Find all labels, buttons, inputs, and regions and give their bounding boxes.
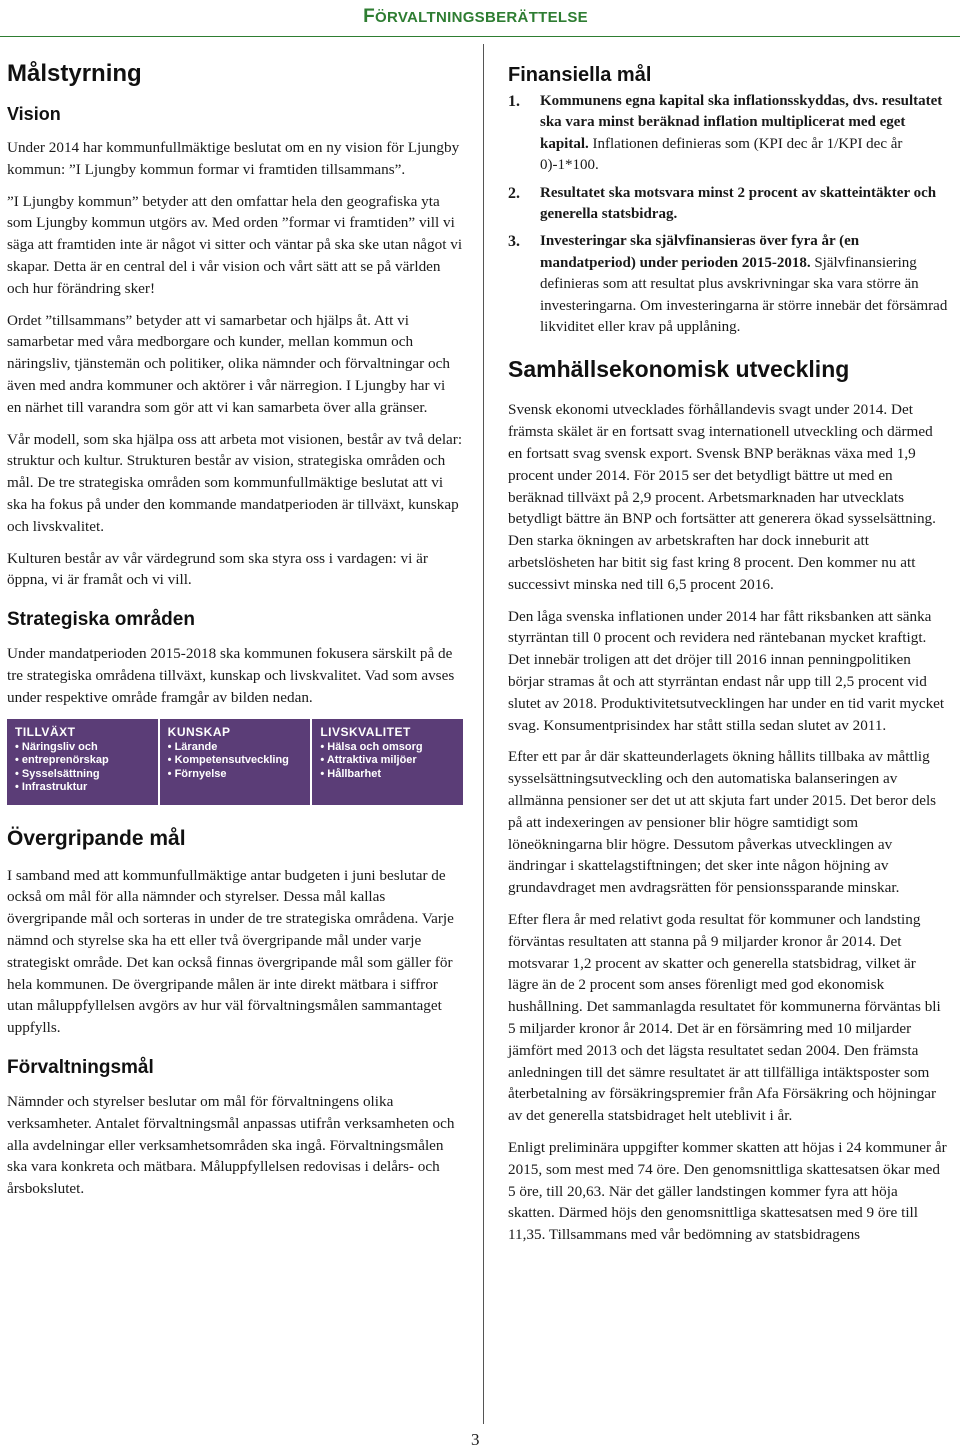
strategic-heading: Strategiska områden [7, 609, 195, 631]
financial-goals-list [508, 91, 948, 338]
header-rule [0, 36, 960, 37]
economy-paragraph-5: Enligt preliminära uppgifter kommer skatten att höjas i 24 kommuner år 2015, som mest med 74 öre. Den genomsnittliga skattesatsen ökar med 5 öre, till 20,63. När det gäller landstingen kommer fyra att höja skatten. Därmed höjs den genomsnittliga skattesatsen med 9 öre till 11,35. Tillsammans med vår bedömning av statsbidragens [508, 1138, 947, 1244]
banner-item: • Hälsa och omsorg [320, 740, 423, 753]
strategic-paragraph: Under mandatperioden 2015-2018 ska kommunen fokusera särskilt på de tre strategiska områdena tillväxt, kunskap och livskvalitet. Vad som avses under respektive område framgår av bilden nedan. [7, 645, 455, 706]
banner-growth [7, 719, 160, 805]
vision-paragraph-5: Kulturen består av vår värdegrund som ska styra oss i vardagen: vi är öppna, vi är framåt och vi vill. [7, 549, 428, 589]
goal-bold-text: Kommunens egna kapital ska inflationsskyddas, dvs. resultatet ska vara minst beräknad inflation multiplicerat med eget kapital. [540, 93, 943, 152]
economy-paragraph-3: Efter ett par år där skatteunderlagets ökning hållits tillbaka av måttlig sysselsättningsutveckling och den automatiska balanseringen av allmänna pensioner ser det ut att skjuta fart under 2015. Det beror dels på att indexeringen av pensioner blir högre samtidigt som löneökningarna blir högre. Dessutom påverkas utvecklingen av ändringar i skattelagstiftningen; det sker inte någon höjning av grundavdraget men avdragsrätten för pensionssparande minskar. [508, 748, 937, 897]
goal-text: Självfinansiering definieras som att resultat plus avskrivningar ska vara större än investeringarna. Om investeringarna är större innebär det försämrad likviditet eller krav på upplåning. [540, 254, 948, 336]
goal-text: Inflationen definieras som (KPI dec år 1/KPI dec år 0)-1*100. [540, 135, 903, 174]
banner-item: • Lärande [167, 740, 218, 753]
economy-paragraph-4: Efter flera år med relativt goda resultat för kommuner och landsting förväntas resultaten att stanna på 9 miljarder kronor år 2014. Det motsvarar 1,2 procent av skatter och generella statsbidrag, vilket är lägre än de 2 procent som anses förenligt med god ekonomisk hushållning. Det sammanlagda resultatet för kommunerna förväntas bli 5 miljarder kronor år 2014. Det är en försämring med 10 miljarder jämfört med 2013 och det lägsta resultatet sedan 2004. Den främsta anledningen till det sämre resultatet är att tillfälliga intäktsposter som återbetalning av försäkringspremier från Afa Försäkring och höjningar av det generella statsbidraget helt uteblivit i år. [508, 911, 941, 1125]
section-title-initial: F [363, 6, 376, 27]
section-title [363, 6, 588, 28]
vision-paragraph-2: ”I Ljungby kommun” betyder att den omfattar hela den geografiska yta som Ljungby kommun utgörs av. Med orden ”formar vi framtiden” vill vi säga att framtiden inte är något vi sitter och väntar på ska ske utan något vi skapar. Detta är en central del i vår vision och vårt sätt att se på världen och hur förändring sker! [7, 192, 463, 297]
economy-paragraph-1b: Den starka ökningen av arbetskraften har dock inneburit att arbetslösheten har bitit sig fast kring 8 procent. Den kommer nu att successivt minska ned till 6,5 procent 2016. [508, 532, 916, 593]
banner-item: • Attraktiva miljöer [320, 754, 417, 767]
banner-item: • Kompetensutveckling [167, 754, 289, 767]
banner-item: • Förnyelse [167, 767, 227, 780]
left-column [7, 54, 463, 1210]
financial-goals-heading: Finansiella mål [508, 64, 652, 86]
goal-bold-text: Resultatet ska motsvara minst 2 procent av skatteintäkter och generella statsbidrag. [540, 184, 937, 223]
banner-item: • Sysselsättning [15, 767, 100, 780]
banner-item: • Hållbarhet [320, 767, 382, 780]
admin-goals-heading: Förvaltningsmål [7, 1056, 154, 1078]
goal-bold-text: Investeringar ska självfinansieras över fyra år (en mandatperiod) under perioden 2015-2018. [540, 233, 860, 271]
vision-paragraph-1: Under 2014 har kommunfullmäktige beslutat om en ny vision för Ljungby kommun: ”I Ljungby kommun formar vi framtiden tillsammans”. [7, 139, 460, 178]
overall-goals-paragraph: I samband med att kommunfullmäktige antar budgeten i juni beslutar de också om mål för alla nämnder och styrelser. Dessa mål kallas övergripande mål och sorteras in under de tre strategiska områdena. Varje nämnd och styrelse ska ha ett eller två övergripande mål under varje strategiskt område. Det kan också finnas övergripande mål som gäller för hela kommunen. De övergripande målen är inte direkt mätbara i siffror utan måluppfyllelsen avgörs av hur väl förvaltningsmålen sammantaget uppfylls. [7, 866, 454, 1037]
banner-item: • entreprenörskap [15, 754, 109, 767]
goal-item [508, 91, 948, 177]
page-heading: Målstyrning [7, 60, 142, 87]
goal-item [508, 231, 948, 338]
page-header [0, 0, 960, 36]
right-column [508, 54, 948, 1256]
economy-heading: Samhällsekonomisk utveckling [508, 356, 850, 383]
banner-quality-title: LIVSKVALITET [320, 724, 411, 739]
banner-item: • Näringsliv och [15, 740, 98, 753]
admin-goals-paragraph: Nämnder och styrelser beslutar om mål för förvaltningens olika verksamheter. Antalet förvaltningsmål anpassas utifrån verksamheten och alla avdelningar eller verksamhetsområden ska ingå. Förvaltningsmålen ska vara konkreta och mätbara. Måluppfyllelsen redovisas i delårs- och årsbokslutet. [7, 1092, 455, 1198]
column-divider [483, 44, 484, 1424]
banner-knowledge [160, 719, 313, 805]
page-number: 3 [471, 1430, 480, 1449]
banner-growth-title: TILLVÄXT [15, 724, 76, 739]
vision-heading: Vision [7, 104, 61, 124]
goal-number: 3. [508, 233, 520, 251]
section-title-rest: ÖRVALTNINGSBERÄTTELSE [375, 9, 588, 26]
overall-goals-heading: Övergripande mål [7, 826, 186, 850]
goal-number: 2. [508, 184, 520, 202]
goal-item [508, 183, 948, 226]
banner-knowledge-title: KUNSKAP [167, 724, 231, 739]
banner-item: • Infrastruktur [15, 781, 88, 794]
banner-quality [312, 719, 463, 805]
vision-paragraph-3: Ordet ”tillsammans” betyder att vi samarbetar och hjälps åt. Att vi samarbetar med våra medborgare och kunder, mellan kommun och näringsliv, tjänstemän och politiker, olika nämnder och förvaltningar och även med andra kommuner och aktörer i vår närregion. I Ljungby har vi en närhet till varandra som gör att vi kan samarbeta över alla gränser. [7, 311, 450, 416]
vision-paragraph-4: Vår modell, som ska hjälpa oss att arbeta mot visionen, består av två delar: struktur och kultur. Strukturen består av vision, strategiska områden och mål. De tre strategiska områden som kommunfullmäktige beslutat att vi ska ha fokus på under den kommande mandatperioden är tillväxt, kunskap och livskvalitet. [7, 430, 463, 535]
goal-number: 1. [508, 93, 520, 110]
strategic-areas-banner [7, 719, 463, 805]
economy-paragraph-2: Den låga svenska inflationen under 2014 har fått riksbanken att sänka styrräntan till 0 procent och revidera ned räntebanan mycket kraftigt. Det innebär troligen att det dröjer till 2016 innan penningpolitiken börjar stramas åt och att styrräntan endast når upp till 2,5 procent vid slutet av 2018. Produktivitetsutvecklingen har under en tid varit mycket svag. Konsumentprisindex har stått stilla sedan slutet av 2011. [508, 607, 945, 734]
economy-paragraph-1: Svensk ekonomi utvecklades förhållandevis svagt under 2014. Det främsta skälet är en fortsatt svag internationell utveckling och därmed en fortsatt svag svensk export. Svensk BNP beräknas växa med 1,9 procent under 2014. För 2015 ser det betydligt bättre ut med en beräknad tillväxt på 2,9 procent. Arbetsmarknaden har utvecklats betydligt bättre än BNP och fortsätter att generera ökad sysselsättning. [508, 401, 936, 528]
